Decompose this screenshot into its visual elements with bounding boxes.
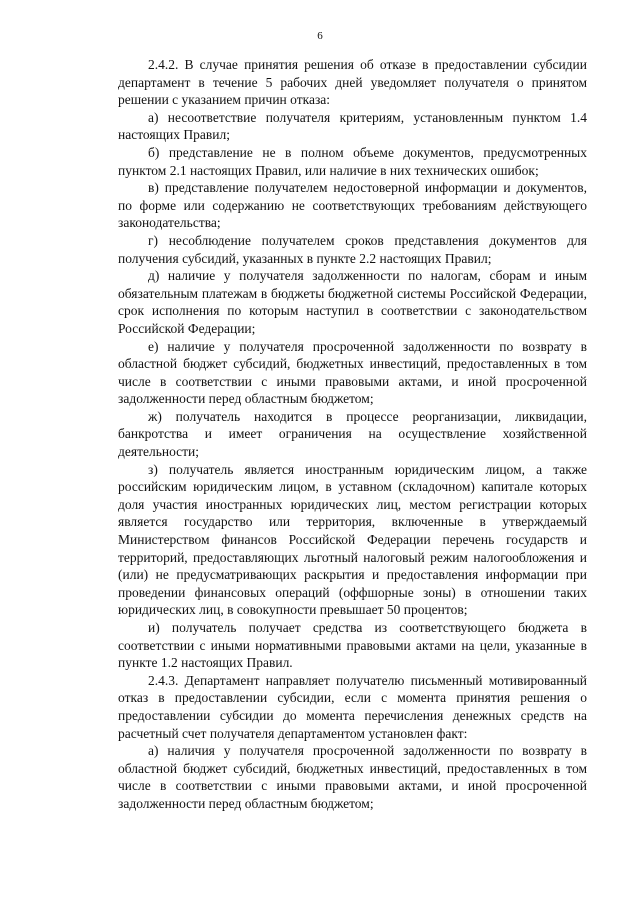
- list-item-v: в) представление получателем недостоверной информации и документов, по форме или содержанию не соответствующих требованиям действующего законодательства;: [118, 180, 587, 231]
- list-item-z: з) получатель является иностранным юридическим лицом, а также российским юридическим лицом, в уставном (складочном) капитале которых доля участия иностранных юридических лиц, местом регистрации которых является государство или территория, включенные в утверждаемый Министерством финансов Российской Федерации перечень государств и территорий, предоставляющих льготный налоговый режим налогообложения и (или) не предусматривающих раскрытия и предоставления информации при проведении финансовых операций (оффшорные зоны) в отношении таких юридических лиц, в совокупности превышает 50 процентов;: [118, 461, 587, 618]
- paragraph-2-4-2: 2.4.2. В случае принятия решения об отказе в предоставлении субсидии департамент в течение 5 рабочих дней уведомляет получателя о принятом решении с указанием причин отказа:: [118, 57, 587, 108]
- page-number: 6: [317, 30, 323, 42]
- list-item-a-2: а) наличия у получателя просроченной задолженности по возврату в областной бюджет субсидий, бюджетных инвестиций, предоставленных в том числе в соответствии с иными правовыми актами, и иной просроченной задолженности перед областным бюджетом;: [118, 743, 587, 811]
- list-item-d: д) наличие у получателя задолженности по налогам, сборам и иным обязательным платежам в бюджеты бюджетной системы Российской Федерации, срок исполнения по которым наступил в соответствии с законодательством Российской Федерации;: [118, 268, 587, 336]
- list-item-e: е) наличие у получателя просроченной задолженности по возврату в областной бюджет субсидий, бюджетных инвестиций, предоставленных в том числе в соответствии с иными правовыми актами, и иной просроченной задолженности перед областным бюджетом;: [118, 338, 587, 407]
- document-body: [118, 56, 587, 813]
- list-item-a: а) несоответствие получателя критериям, установленным пунктом 1.4 настоящих Правил;: [118, 109, 587, 143]
- paragraph-2-4-3: 2.4.3. Департамент направляет получателю письменный мотивированный отказ в предоставлении субсидии, если с момента принятия решения о предоставлении субсидии до момента перечисления денежных средств на расчетный счет получателя департаментом установлен факт:: [118, 672, 587, 741]
- list-item-g: г) несоблюдение получателем сроков представления документов для получения субсидий, указанных в пункте 2.2 настоящих Правил;: [118, 232, 587, 266]
- list-item-i: и) получатель получает средства из соответствующего бюджета в соответствии с иными нормативными правовыми актами на цели, указанные в пункте 1.2 настоящих Правил.: [118, 620, 587, 671]
- list-item-b: б) представление не в полном объеме документов, предусмотренных пунктом 2.1 настоящих Правил, или наличие в них технических ошибок;: [118, 144, 587, 178]
- list-item-zh: ж) получатель находится в процессе реорганизации, ликвидации, банкротства и имеет ограничения на осуществление хозяйственной деятельности;: [118, 408, 587, 460]
